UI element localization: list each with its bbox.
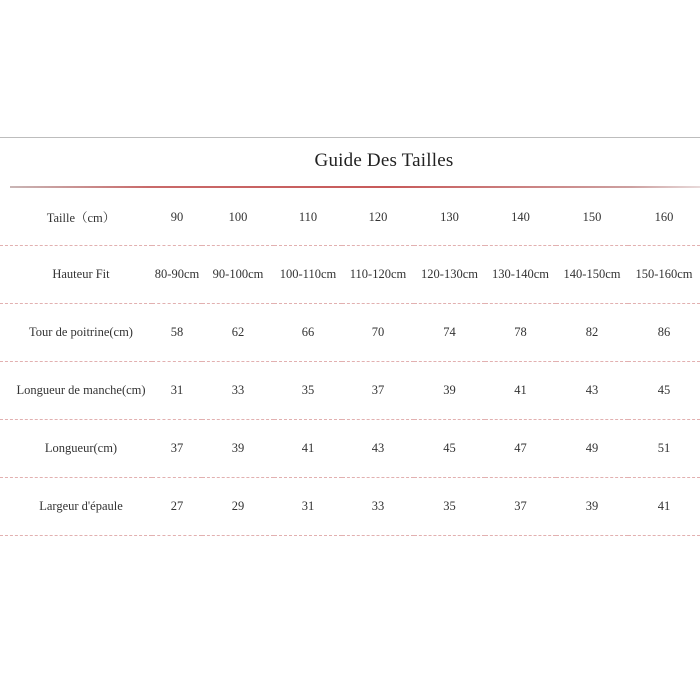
table-cell: 150 — [556, 189, 628, 246]
table-cell: 130-140cm — [485, 246, 556, 304]
row-label: Longueur(cm) — [0, 420, 152, 478]
table-cell: 62 — [202, 304, 274, 362]
table-row — [0, 304, 700, 362]
table-row — [0, 478, 700, 536]
table-cell: 58 — [152, 304, 202, 362]
table-cell: 33 — [342, 478, 414, 536]
table-cell: 70 — [342, 304, 414, 362]
table-cell: 39 — [414, 362, 485, 420]
table-cell: 29 — [202, 478, 274, 536]
table-cell: 120 — [342, 189, 414, 246]
table-row — [0, 246, 700, 304]
table-cell: 31 — [152, 362, 202, 420]
row-label: Tour de poitrine(cm) — [0, 304, 152, 362]
row-label: Taille（cm） — [0, 189, 152, 246]
table-cell: 160 — [628, 189, 700, 246]
top-divider — [0, 137, 700, 138]
table-cell: 35 — [274, 362, 342, 420]
table-cell: 39 — [556, 478, 628, 536]
table-cell: 86 — [628, 304, 700, 362]
table-row — [0, 420, 700, 478]
table-row — [0, 189, 700, 246]
table-cell: 41 — [274, 420, 342, 478]
table-cell: 37 — [342, 362, 414, 420]
table-cell: 41 — [485, 362, 556, 420]
table-cell: 78 — [485, 304, 556, 362]
table-cell: 82 — [556, 304, 628, 362]
table-cell: 130 — [414, 189, 485, 246]
title-underline — [10, 186, 700, 188]
table-cell: 120-130cm — [414, 246, 485, 304]
table-cell: 31 — [274, 478, 342, 536]
table-cell: 33 — [202, 362, 274, 420]
table-cell: 110-120cm — [342, 246, 414, 304]
table-cell: 45 — [628, 362, 700, 420]
table-cell: 37 — [485, 478, 556, 536]
size-guide-table — [0, 189, 700, 536]
table-cell: 39 — [202, 420, 274, 478]
table-cell: 140-150cm — [556, 246, 628, 304]
table-cell: 47 — [485, 420, 556, 478]
row-label: Longueur de manche(cm) — [0, 362, 152, 420]
table-row — [0, 362, 700, 420]
table-cell: 110 — [274, 189, 342, 246]
table-cell: 80-90cm — [152, 246, 202, 304]
table-cell: 51 — [628, 420, 700, 478]
table-cell: 100-110cm — [274, 246, 342, 304]
table-cell: 27 — [152, 478, 202, 536]
table-cell: 150-160cm — [628, 246, 700, 304]
table-cell: 35 — [414, 478, 485, 536]
table-cell: 90-100cm — [202, 246, 274, 304]
table-cell: 49 — [556, 420, 628, 478]
page-title: Guide Des Tailles — [314, 150, 454, 171]
table-cell: 43 — [556, 362, 628, 420]
table-cell: 45 — [414, 420, 485, 478]
table-cell: 100 — [202, 189, 274, 246]
table-cell: 43 — [342, 420, 414, 478]
table-cell: 41 — [628, 478, 700, 536]
row-label: Largeur d'épaule — [0, 478, 152, 536]
table-cell: 74 — [414, 304, 485, 362]
table-cell: 66 — [274, 304, 342, 362]
table-cell: 37 — [152, 420, 202, 478]
row-label: Hauteur Fit — [0, 246, 152, 304]
table-cell: 140 — [485, 189, 556, 246]
table-cell: 90 — [152, 189, 202, 246]
